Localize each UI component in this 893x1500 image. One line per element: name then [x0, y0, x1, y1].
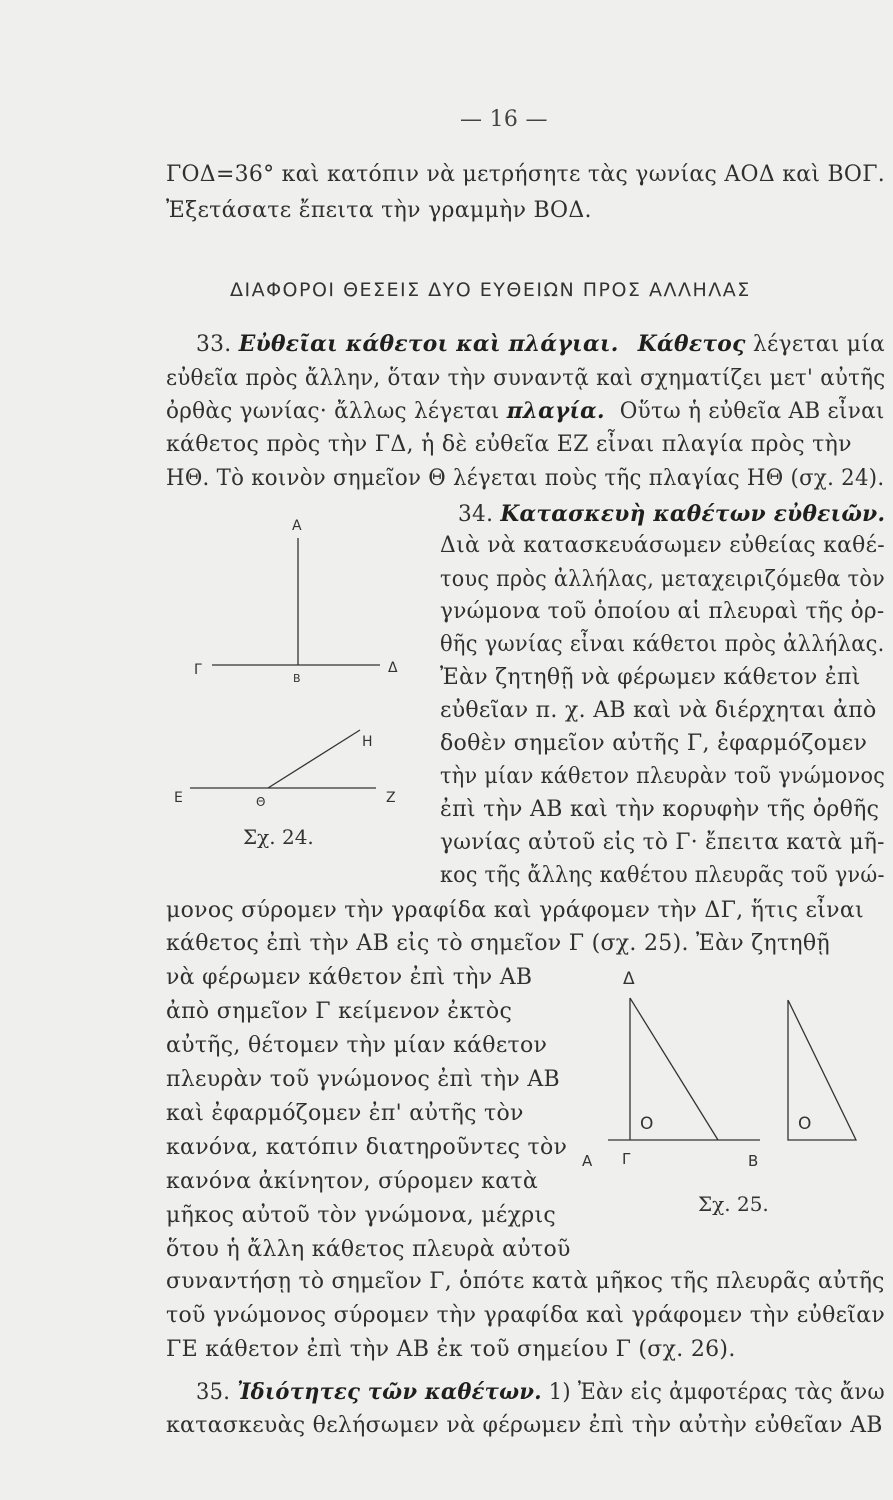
figure-25-caption: Σχ. 25.	[698, 1192, 769, 1216]
fig25-label-O1: O	[640, 1114, 654, 1134]
figure-24	[150, 510, 410, 840]
fig25-label-D: Δ	[623, 969, 635, 989]
para35-title: Ἰδιότητες τῶν καθέτων.	[237, 1379, 542, 1405]
para35-line1	[196, 1378, 885, 1407]
fig25-label-B: Β	[748, 1152, 759, 1170]
text-line: εὐθεῖα πρὸς ἄλλην, ὅταν τὴν συναντᾷ καὶ σχηματίζει μετ' αὐτῆς	[166, 366, 886, 391]
fig24-label-G: Γ	[194, 662, 202, 678]
para35-text: 1) Ἐὰν εἰς ἀμφοτέρας τὰς ἄνω	[548, 1380, 885, 1405]
fig24-label-B: Β	[293, 672, 301, 685]
text-line: τοῦ γνώμονος σύρομεν τὴν γραφίδα καὶ γράφομεν τὴν εὐθεῖαν	[166, 1303, 886, 1328]
text-line: μῆκος αὐτοῦ τὸν γνώμονα, μέχρις	[166, 1203, 557, 1228]
text-line: θῆς γωνίας εἶναι κάθετοι πρὸς ἀλλήλας.	[440, 632, 885, 657]
fig24-label-Th: Θ	[256, 795, 266, 809]
para34-title-line	[458, 500, 885, 529]
text-line: μονος σύρομεν τὴν γραφίδα καὶ γράφομεν τὴν ΔΓ, ἥτις εἶναι	[166, 898, 864, 923]
para33-title: Εὐθεῖαι κάθετοι καὶ πλάγιαι.	[238, 331, 619, 357]
fig24-line-HTh	[268, 730, 360, 788]
para33-line3	[166, 397, 885, 426]
fig24-label-E: Ε	[174, 790, 183, 806]
fig24-label-Z: Ζ	[386, 790, 396, 806]
text-line: Διὰ νὰ κατασκευάσωμεν εὐθείας καθέ-	[440, 533, 885, 558]
text-line: κάθετος πρὸς τὴν ΓΔ, ἡ δὲ εὐθεῖα ΕΖ εἶναι πλαγία πρὸς τὴν	[166, 432, 852, 457]
para33-text: ὀρθὰς γωνίας· ἄλλως λέγεται	[166, 399, 500, 424]
text-line: κανόνα ἀκίνητον, σύρομεν κατὰ	[166, 1169, 538, 1194]
text-line: κανόνα, κατόπιν διατηροῦντες τὸν	[166, 1135, 568, 1160]
text-line: ΗΘ. Τὸ κοινὸν σημεῖον Θ λέγεται ποὺς τῆς πλαγίας ΗΘ (σχ. 24).	[166, 466, 885, 491]
text-line: Ἐξετάσατε ἔπειτα τὴν γραμμὴν ΒΟΔ.	[166, 198, 592, 223]
text-line: νὰ φέρωμεν κάθετον ἐπὶ τὴν ΑΒ	[166, 965, 533, 990]
fig25-label-O2: O	[798, 1114, 812, 1134]
text-line: τὴν μίαν κάθετον πλευρὰν τοῦ γνώμονος	[440, 764, 886, 789]
text-line: συναντήσῃ τὸ σημεῖον Γ, ὁπότε κατὰ μῆκος τῆς πλευρᾶς αὐτῆς	[166, 1269, 885, 1294]
text-line: ἐπὶ τὴν ΑΒ καὶ τὴν κορυφὴν τῆς ὀρθῆς	[440, 797, 880, 822]
text-line: ΓΕ κάθετον ἐπὶ τὴν ΑΒ ἐκ τοῦ σημείου Γ (σχ. 26).	[166, 1337, 736, 1362]
text-line: κάθετος ἐπὶ τὴν ΑΒ εἰς τὸ σημεῖον Γ (σχ. 25). Ἐὰν ζητηθῇ	[166, 931, 830, 956]
text-line: καὶ ἐφαρμόζομεν ἐπ' αὐτῆς τὸν	[166, 1101, 524, 1126]
para33-term-plagia: πλαγία.	[506, 398, 605, 424]
text-line: πλευρὰν τοῦ γνώμονος ἐπὶ τὴν ΑΒ	[166, 1067, 561, 1092]
para34-title: Κατασκευὴ καθέτων εὐθειῶν.	[500, 501, 886, 527]
text-line: κος τῆς ἄλλης καθέτου πλευρᾶς τοῦ γνώ-	[440, 863, 885, 888]
text-line: ΓΟΔ=36° καὶ κατόπιν νὰ μετρήσητε τὰς γωνίας ΑΟΔ καὶ ΒΟΓ.	[166, 162, 886, 187]
text-line: τους πρὸς ἀλλήλας, μεταχειριζόμεθα τὸν	[440, 567, 885, 592]
fig24-label-H: Η	[362, 734, 373, 750]
para34-number: 34.	[458, 502, 494, 527]
figure-25	[570, 960, 890, 1170]
section-heading: ΔΙΑΦΟΡΟΙ ΘΕΣΕΙΣ ΔΥΟ ΕΥΘΕΙΩΝ ΠΡΟΣ ΑΛΛΗΛΑΣ	[230, 279, 751, 301]
para33-term-kathetos: Κάθετος	[637, 331, 746, 357]
text-line: εὐθεῖαν π. χ. ΑΒ καὶ νὰ διέρχηται ἀπὸ	[440, 698, 877, 723]
text-line: γνώμονα τοῦ ὁποίου αἱ πλευραὶ τῆς ὀρ-	[440, 599, 885, 624]
fig25-label-G: Γ	[622, 1150, 631, 1168]
para35-number: 35.	[196, 1380, 231, 1405]
figure-24-caption: Σχ. 24.	[243, 825, 314, 849]
fig24-label-A: Α	[292, 518, 302, 534]
fig25-label-A: Α	[582, 1152, 593, 1170]
text-line: αὐτῆς, θέτομεν τὴν μίαν κάθετον	[166, 1033, 548, 1058]
para33-text: λέγεται μία	[752, 332, 886, 357]
text-line: ὅτου ἡ ἄλλη κάθετος πλευρὰ αὐτοῦ	[166, 1237, 571, 1262]
text-line: δοθὲν σημεῖον αὐτῆς Γ, ἐφαρμόζομεν	[440, 731, 868, 756]
para33-number: 33.	[196, 332, 232, 357]
fig24-label-D: Δ	[388, 660, 398, 676]
text-line: ἀπὸ σημεῖον Γ κείμενον ἐκτὸς	[166, 999, 513, 1024]
para33-line1	[196, 330, 885, 359]
page-number: — 16 —	[460, 107, 548, 132]
text-line: Ἐὰν ζητηθῇ νὰ φέρωμεν κάθετον ἐπὶ	[440, 665, 861, 690]
text-line: γωνίας αὐτοῦ εἰς τὸ Γ· ἔπειτα κατὰ μῆ-	[440, 830, 885, 855]
text-line: κατασκευὰς θελήσωμεν νὰ φέρωμεν ἐπὶ τὴν αὐτὴν εὐθεῖαν ΑΒ	[166, 1413, 883, 1438]
para33-text: Οὕτω ἡ εὐθεῖα ΑΒ εἶναι	[619, 399, 885, 424]
